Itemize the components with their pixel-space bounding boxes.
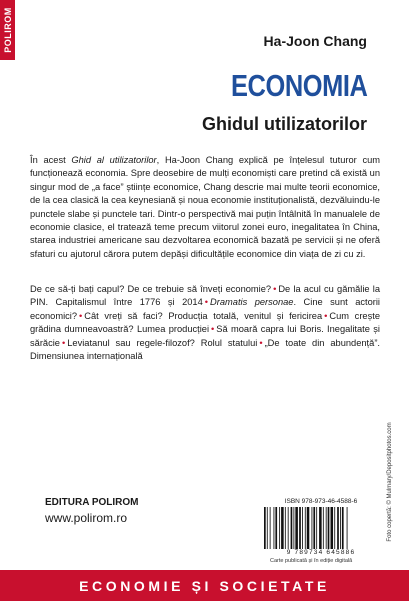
description-intro: În acest	[30, 155, 72, 165]
barcode-bar	[305, 507, 306, 549]
barcode-bar	[274, 507, 275, 549]
barcode-bar	[270, 507, 271, 549]
bullet-separator: •	[259, 337, 263, 348]
contents-item: „De toate din abundență”. Dimensiunea internațională	[30, 337, 380, 362]
barcode-bars	[262, 507, 380, 549]
book-subtitle: Ghidul utilizatorilor	[202, 114, 367, 134]
barcode-bar	[264, 507, 266, 549]
contents-item: De la acul cu gămălie la PIN. Capitalismul între 1776 și 2014	[30, 284, 380, 308]
series-band	[0, 570, 409, 601]
barcode-bar	[334, 507, 335, 549]
contents-item: Dramatis personae	[210, 297, 294, 308]
polirom-badge-label: POLIROM	[2, 7, 13, 53]
barcode-bar	[293, 507, 294, 549]
barcode-bar	[347, 507, 348, 549]
barcode-bar	[302, 507, 303, 549]
isbn-label: ISBN 978-973-46-4588-6	[284, 498, 358, 505]
contents-item: De ce să-ți bați capul? De ce trebuie să înveți economie?	[30, 284, 272, 294]
barcode-bar	[285, 507, 286, 549]
contents-paragraph: De ce să-ți bați capul? De ce trebuie să înveți economie? • De la acul cu gămălie la PIN. Capitalismul între 1776 și 2014 • Dramatis personae. Cine sunt actorii economici? • Cât vreți să faci? Producția totală, venitul și fericirea • Cum crește grădina dumneavoastră? Lumea producției • Să moară capra lui Boris. Inegalitate și sărăcie • Leviatanul sau regele-filozof? Rolul statului • „De toate din abundență”. Dimensiunea internațională	[30, 284, 380, 362]
description-italic-title: Ghid al utilizatorilor	[71, 155, 157, 165]
barcode-bar	[316, 507, 317, 549]
barcode-bar	[295, 507, 298, 549]
barcode-bar	[312, 507, 313, 549]
description-body: , Ha-Joon Chang explică pe înțelesul tuturor cum funcționează economia. Spre deosebire de mulți economiști care pretind că există un singur mod de „a face” științe economice, Chang descrie mai multe teorii economice, de la cea clasică la cea keynesiană și noua economie instituționalistă, dezvăluindu-le punctele slabe și punctele tari. Dintr-o perspectivă mai puțin întâlnită în manualele de economie clasice, el tratează teme precum viitorul zonei euro, inegalitatea în China, starea industriei americane sau dezvoltarea economică bazată pe servicii și ne oferă sfaturi cu ajutorul cărora putem depăși dificultățile economice din viața de zi cu zi.	[30, 155, 381, 259]
barcode-bar	[281, 507, 284, 549]
bullet-separator: •	[204, 297, 209, 308]
barcode-bar	[319, 507, 322, 549]
barcode-bar	[313, 507, 315, 549]
publisher-name: EDITURA POLIROM	[45, 497, 139, 508]
contents-item: Cât vreți să faci? Producția totală, venitul și fericirea	[84, 310, 323, 321]
contents-item: Leviatanul sau regele-filozof? Rolul statului	[67, 337, 258, 348]
barcode-bar	[326, 507, 327, 549]
bullet-separator: •	[61, 337, 66, 348]
contents-item: Cum crește grădina dumneavoastră? Lumea producției	[30, 310, 380, 335]
barcode-bar	[342, 507, 344, 549]
bullet-separator: •	[211, 324, 215, 335]
bullet-separator: •	[79, 310, 83, 321]
photo-credit-text: Foto copertă: © Mulmary/Depositphotos.com	[387, 422, 393, 542]
barcode-bar	[279, 507, 280, 549]
photo-credit	[384, 392, 396, 572]
barcode-bar	[331, 507, 334, 549]
barcode-bar	[299, 507, 301, 549]
barcode-bar	[307, 507, 310, 549]
series-title: ECONOMIE ȘI SOCIETATE	[79, 577, 330, 594]
digital-edition-note: Carte publicată și în ediție digitală	[270, 558, 353, 564]
barcode-bar	[275, 507, 277, 549]
barcode-digits: 9 789734 645886	[286, 549, 356, 556]
barcode-bar	[291, 507, 293, 549]
barcode-bar	[323, 507, 324, 549]
barcode	[262, 498, 380, 558]
contents-item: Să moară capra lui Boris. Inegalitate și sărăcie	[30, 324, 380, 348]
contents-item: Cine sunt actorii economici?	[30, 297, 380, 321]
polirom-badge	[0, 0, 15, 60]
bullet-separator: •	[273, 284, 277, 294]
barcode-bar	[337, 507, 339, 549]
author-name: Ha-Joon Chang	[263, 33, 367, 49]
bullet-separator: •	[324, 310, 328, 321]
barcode-bar	[328, 507, 330, 549]
barcode-bar	[288, 507, 289, 549]
publisher-url[interactable]: www.polirom.ro	[45, 511, 128, 525]
description-paragraph	[30, 154, 380, 261]
barcode-bar	[267, 507, 268, 549]
barcode-bar	[340, 507, 341, 549]
book-title: ECONOMIA	[230, 68, 367, 103]
